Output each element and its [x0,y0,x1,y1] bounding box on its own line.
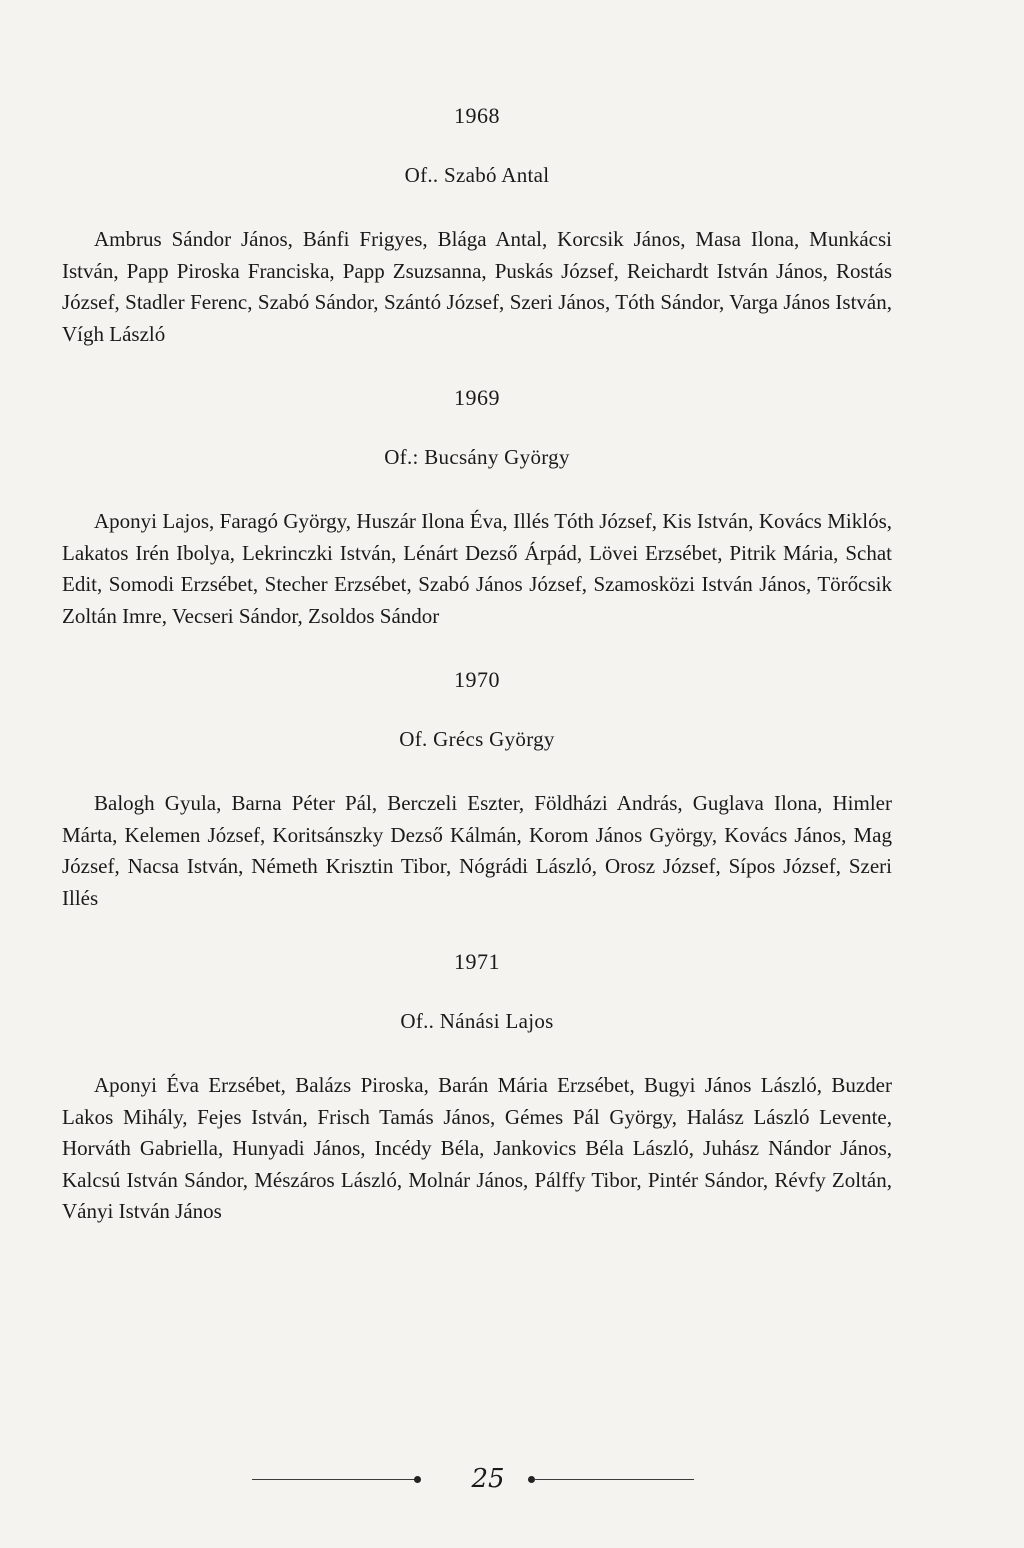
section-names: Balogh Gyula, Barna Péter Pál, Berczeli Eszter, Földházi András, Guglava Ilona, Himler Márta, Kelemen József, Koritsánszky Dezső Kálmán, Korom János György, Kovács János, Mag József, Nacsa István, Németh Krisztin Tibor, Nógrádi László, Orosz József, Sípos József, Szeri Illés [62,791,892,910]
section-year: 1971 [454,949,500,974]
footer-dot-left [414,1476,421,1483]
footer-rule-left [252,1479,420,1480]
class-section-1970 [62,664,892,914]
page-number: 25 [471,1464,505,1494]
section-names: Aponyi Éva Erzsébet, Balázs Piroska, Barán Mária Erzsébet, Bugyi János László, Buzder Lakos Mihály, Fejes István, Frisch Tamás János, Gémes Pál György, Halász László Levente, Horváth Gabriella, Hunyadi János, Incédy Béla, Jankovics Béla László, Juhász Nándor János, Kalcsú István Sándor, Mészáros László, Molnár János, Pálffy Tibor, Pintér Sándor, Révfy Zoltán, Ványi István János [62,1073,892,1223]
section-teacher: Of.: Bucsány György [384,445,570,469]
section-year: 1970 [454,667,500,692]
class-section-1969 [62,382,892,632]
page-footer [0,1464,1024,1494]
section-teacher: Of. Grécs György [399,727,555,751]
class-section-1971 [62,946,892,1228]
class-section-1968 [62,100,892,350]
section-names: Aponyi Lajos, Faragó György, Huszár Ilona Éva, Illés Tóth József, Kis István, Kovács Miklós, Lakatos Irén Ibolya, Lekrinczki István, Lénárt Dezső Árpád, Lövei Erzsébet, Pitrik Mária, Schat Edit, Somodi Erzsébet, Stecher Erzsébet, Szabó János József, Szamosközi István János, Törőcsik Zoltán Imre, Vecseri Sándor, Zsoldos Sándor [62,509,892,628]
section-names: Ambrus Sándor János, Bánfi Frigyes, Blága Antal, Korcsik János, Masa Ilona, Munkácsi István, Papp Piroska Franciska, Papp Zsuzsanna, Puskás József, Reichardt István János, Rostás József, Stadler Ferenc, Szabó Sándor, Szántó József, Szeri János, Tóth Sándor, Varga János István, Vígh László [62,227,892,346]
document-page [62,100,892,1249]
section-teacher: Of.. Szabó Antal [404,163,550,187]
footer-rule-right [534,1479,694,1480]
section-year: 1968 [454,103,500,128]
section-year: 1969 [454,385,500,410]
section-teacher: Of.. Nánási Lajos [400,1009,554,1033]
